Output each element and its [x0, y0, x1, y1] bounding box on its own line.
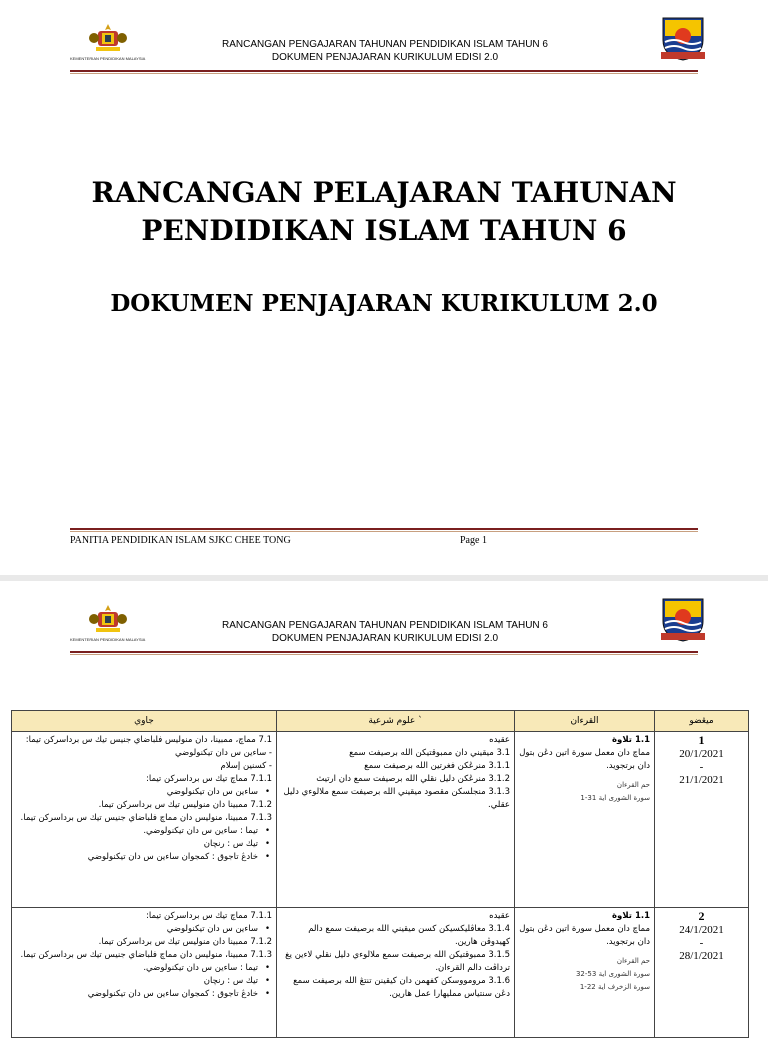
list-item: • تيك س : رنچان	[16, 838, 258, 851]
ministry-logo	[70, 22, 150, 64]
jawi-line: 7.1.3 ممبينا، منوليس دان مماچ فلباضاي جنيس تيك س برداسركن تيما.	[20, 950, 272, 960]
ulum-line: 3.1.4 معاڤليكسيكن كسن ميقيني الله برصيفت سمع دالم كهيدوڤن هارين.	[308, 924, 510, 947]
quran-heading: 1.1 تلاوة	[612, 911, 650, 921]
ulum-heading: عقيده	[489, 735, 510, 745]
header-title-line2: DOKUMEN PENJAJARAN KURIKULUM EDISI 2.0	[271, 633, 499, 644]
school-logo	[660, 595, 706, 643]
jawi-bullet-list	[16, 923, 272, 936]
school-crest-icon	[660, 595, 706, 643]
ulum-line: 3.1.5 ممبوقتيكن الله برصيفت سمع ملالوءي دليل نقلي لاءين يغ ترداڤت دالم القرءان.	[285, 950, 510, 973]
jawi-line: - كسنين إسلام	[220, 761, 272, 771]
coat-of-arms-icon	[88, 22, 128, 54]
jawi-cell	[12, 732, 277, 908]
school-crest-icon	[660, 14, 706, 62]
page-header	[0, 581, 768, 656]
jawi-bullet-list	[16, 825, 272, 864]
col-header-quran: القرءان	[515, 711, 655, 732]
ulum-cell	[277, 732, 515, 908]
footer-page-number: Page 1	[460, 535, 487, 546]
quran-sub: سورة الشورى اية 31-1	[580, 794, 650, 802]
cover-title-line2: PENDIDIKAN ISLAM TAHUN 6	[141, 214, 627, 247]
week-cell	[655, 908, 749, 1038]
ulum-line: 3.1 ميقيني دان ممبوقتيكن الله برصيفت سمع	[349, 748, 510, 758]
week-date-end: 21/1/2021	[679, 774, 724, 786]
header-title-line1: RANCANGAN PENGAJARAN TAHUNAN PENDIDIKAN ISLAM TAHUN 6	[222, 39, 548, 50]
ministry-caption: KEMENTERIAN PENDIDIKAN MALAYSIA	[70, 56, 146, 61]
ulum-cell	[277, 908, 515, 1038]
table-row	[12, 908, 749, 1038]
list-item: • تيك س : رنچان	[16, 975, 258, 988]
table-row	[12, 732, 749, 908]
week-date-dash: -	[699, 761, 704, 773]
quran-cell	[515, 732, 655, 908]
lesson-plan-table	[11, 710, 749, 1038]
ulum-line: 3.1.1 منرڠكن فغرتين الله برصيفت سمع	[364, 761, 510, 771]
ministry-caption: KEMENTERIAN PENDIDIKAN MALAYSIA	[70, 637, 146, 642]
jawi-line: 7.1.2 ممبينا دان منوليس تيك س برداسركن تيما.	[98, 800, 272, 810]
week-cell	[655, 732, 749, 908]
list-item: • ساءين س دان تيكنولوضي	[16, 923, 258, 936]
header-divider-thin	[70, 73, 698, 74]
page-header	[0, 0, 768, 75]
cover-title-line1: RANCANGAN PELAJARAN TAHUNAN	[91, 176, 677, 209]
list-item: • خادڠ تاجوق : كمجوان ساءين س دان تيكنولوضي	[16, 851, 258, 864]
header-title	[190, 38, 580, 64]
header-title	[190, 619, 580, 645]
col-header-minggu: ميڠضو	[655, 711, 749, 732]
quran-sub: سورة الزخرف اية 22-1	[579, 983, 650, 991]
header-divider	[70, 70, 698, 72]
week-date-start: 24/1/2021	[679, 924, 724, 936]
footer-panel-name: PANITIA PENDIDIKAN ISLAM SJKC CHEE TONG	[70, 535, 291, 546]
quran-cell	[515, 908, 655, 1038]
jawi-cell	[12, 908, 277, 1038]
jawi-line: 7.1.1 مماچ تيك س برداسركن تيما:	[146, 911, 272, 921]
cover-subtitle: DOKUMEN PENJAJARAN KURIKULUM 2.0	[110, 290, 658, 317]
ulum-line: 3.1.6 مرومووسكن كفهمن دان كيقينن تنتڠ الله برصيفت سمع دڠن سنتياس ممليهارا عمل هارين.	[293, 976, 510, 999]
week-date-start: 20/1/2021	[679, 748, 724, 760]
col-header-ulum: ` علوم شرعية	[277, 711, 515, 732]
list-item: • ساءين س دان تيكنولوضي	[16, 786, 258, 799]
jawi-line: - ساءين س دان تيكنولوضي	[174, 748, 272, 758]
jawi-line: 7.1.3 ممبينا، منوليس دان مماچ فلباضاي جنيس تيك س برداسركن تيما.	[20, 813, 272, 823]
ulum-heading: عقيده	[489, 911, 510, 921]
header-divider	[70, 651, 698, 653]
list-item: • خادڠ تاجوق : كمجوان ساءين س دان تيكنولوضي	[16, 988, 258, 1001]
week-number: 2	[698, 909, 705, 923]
header-title-line1: RANCANGAN PENGAJARAN TAHUNAN PENDIDIKAN ISLAM TAHUN 6	[222, 620, 548, 631]
jawi-line: 7.1.1 مماچ تيك س برداسركن تيما:	[146, 774, 272, 784]
quran-heading: 1.1 تلاوة	[612, 735, 650, 745]
ulum-line: 3.1.3 منجلسكن مقصود ميقيني الله برصيفت سمع ملالوءي دليل عقلي.	[283, 787, 510, 810]
jawi-line: 7.1.2 ممبينا دان منوليس تيك س برداسركن تيما.	[98, 937, 272, 947]
table-header-row	[12, 711, 749, 732]
col-header-jawi: جاوي	[12, 711, 277, 732]
header-title-line2: DOKUMEN PENJAJARAN KURIKULUM EDISI 2.0	[271, 52, 499, 63]
jawi-line: 7.1 مماچ، ممبينا، دان منوليس فلباضاي جنيس تيك س برداسركن تيما:	[25, 735, 272, 745]
ulum-line: 3.1.2 منرڠكن دليل نقلي الله برصيفت سمع دان ارتيث	[316, 774, 510, 784]
jawi-bullet-list	[16, 786, 272, 799]
quran-text: مماچ دان معمل سورة اتين دڠن بتول دان برتجويد.	[519, 924, 650, 947]
content-page	[0, 581, 768, 1024]
week-date-end: 28/1/2021	[679, 950, 724, 962]
quran-sub: سورة الشورى اية 53-32	[575, 970, 650, 978]
week-number: 1	[698, 733, 705, 747]
quran-sub: حم القرءان	[616, 781, 650, 789]
quran-sub: حم القرءان	[616, 957, 650, 965]
header-divider-thin	[70, 654, 698, 655]
week-date-dash: -	[699, 937, 704, 949]
jawi-bullet-list	[16, 962, 272, 1001]
school-logo	[660, 14, 706, 62]
coat-of-arms-icon	[88, 603, 128, 635]
footer-divider	[70, 528, 698, 530]
list-item: • تيما : ساءين س دان تيكنولوضي.	[16, 962, 258, 975]
footer-divider-thin	[70, 531, 698, 532]
ministry-logo	[70, 603, 150, 645]
quran-text: مماچ دان معمل سورة اتين دڠن بتول دان برتجويد.	[519, 748, 650, 771]
list-item: • تيما : ساءين س دان تيكنولوضي.	[16, 825, 258, 838]
